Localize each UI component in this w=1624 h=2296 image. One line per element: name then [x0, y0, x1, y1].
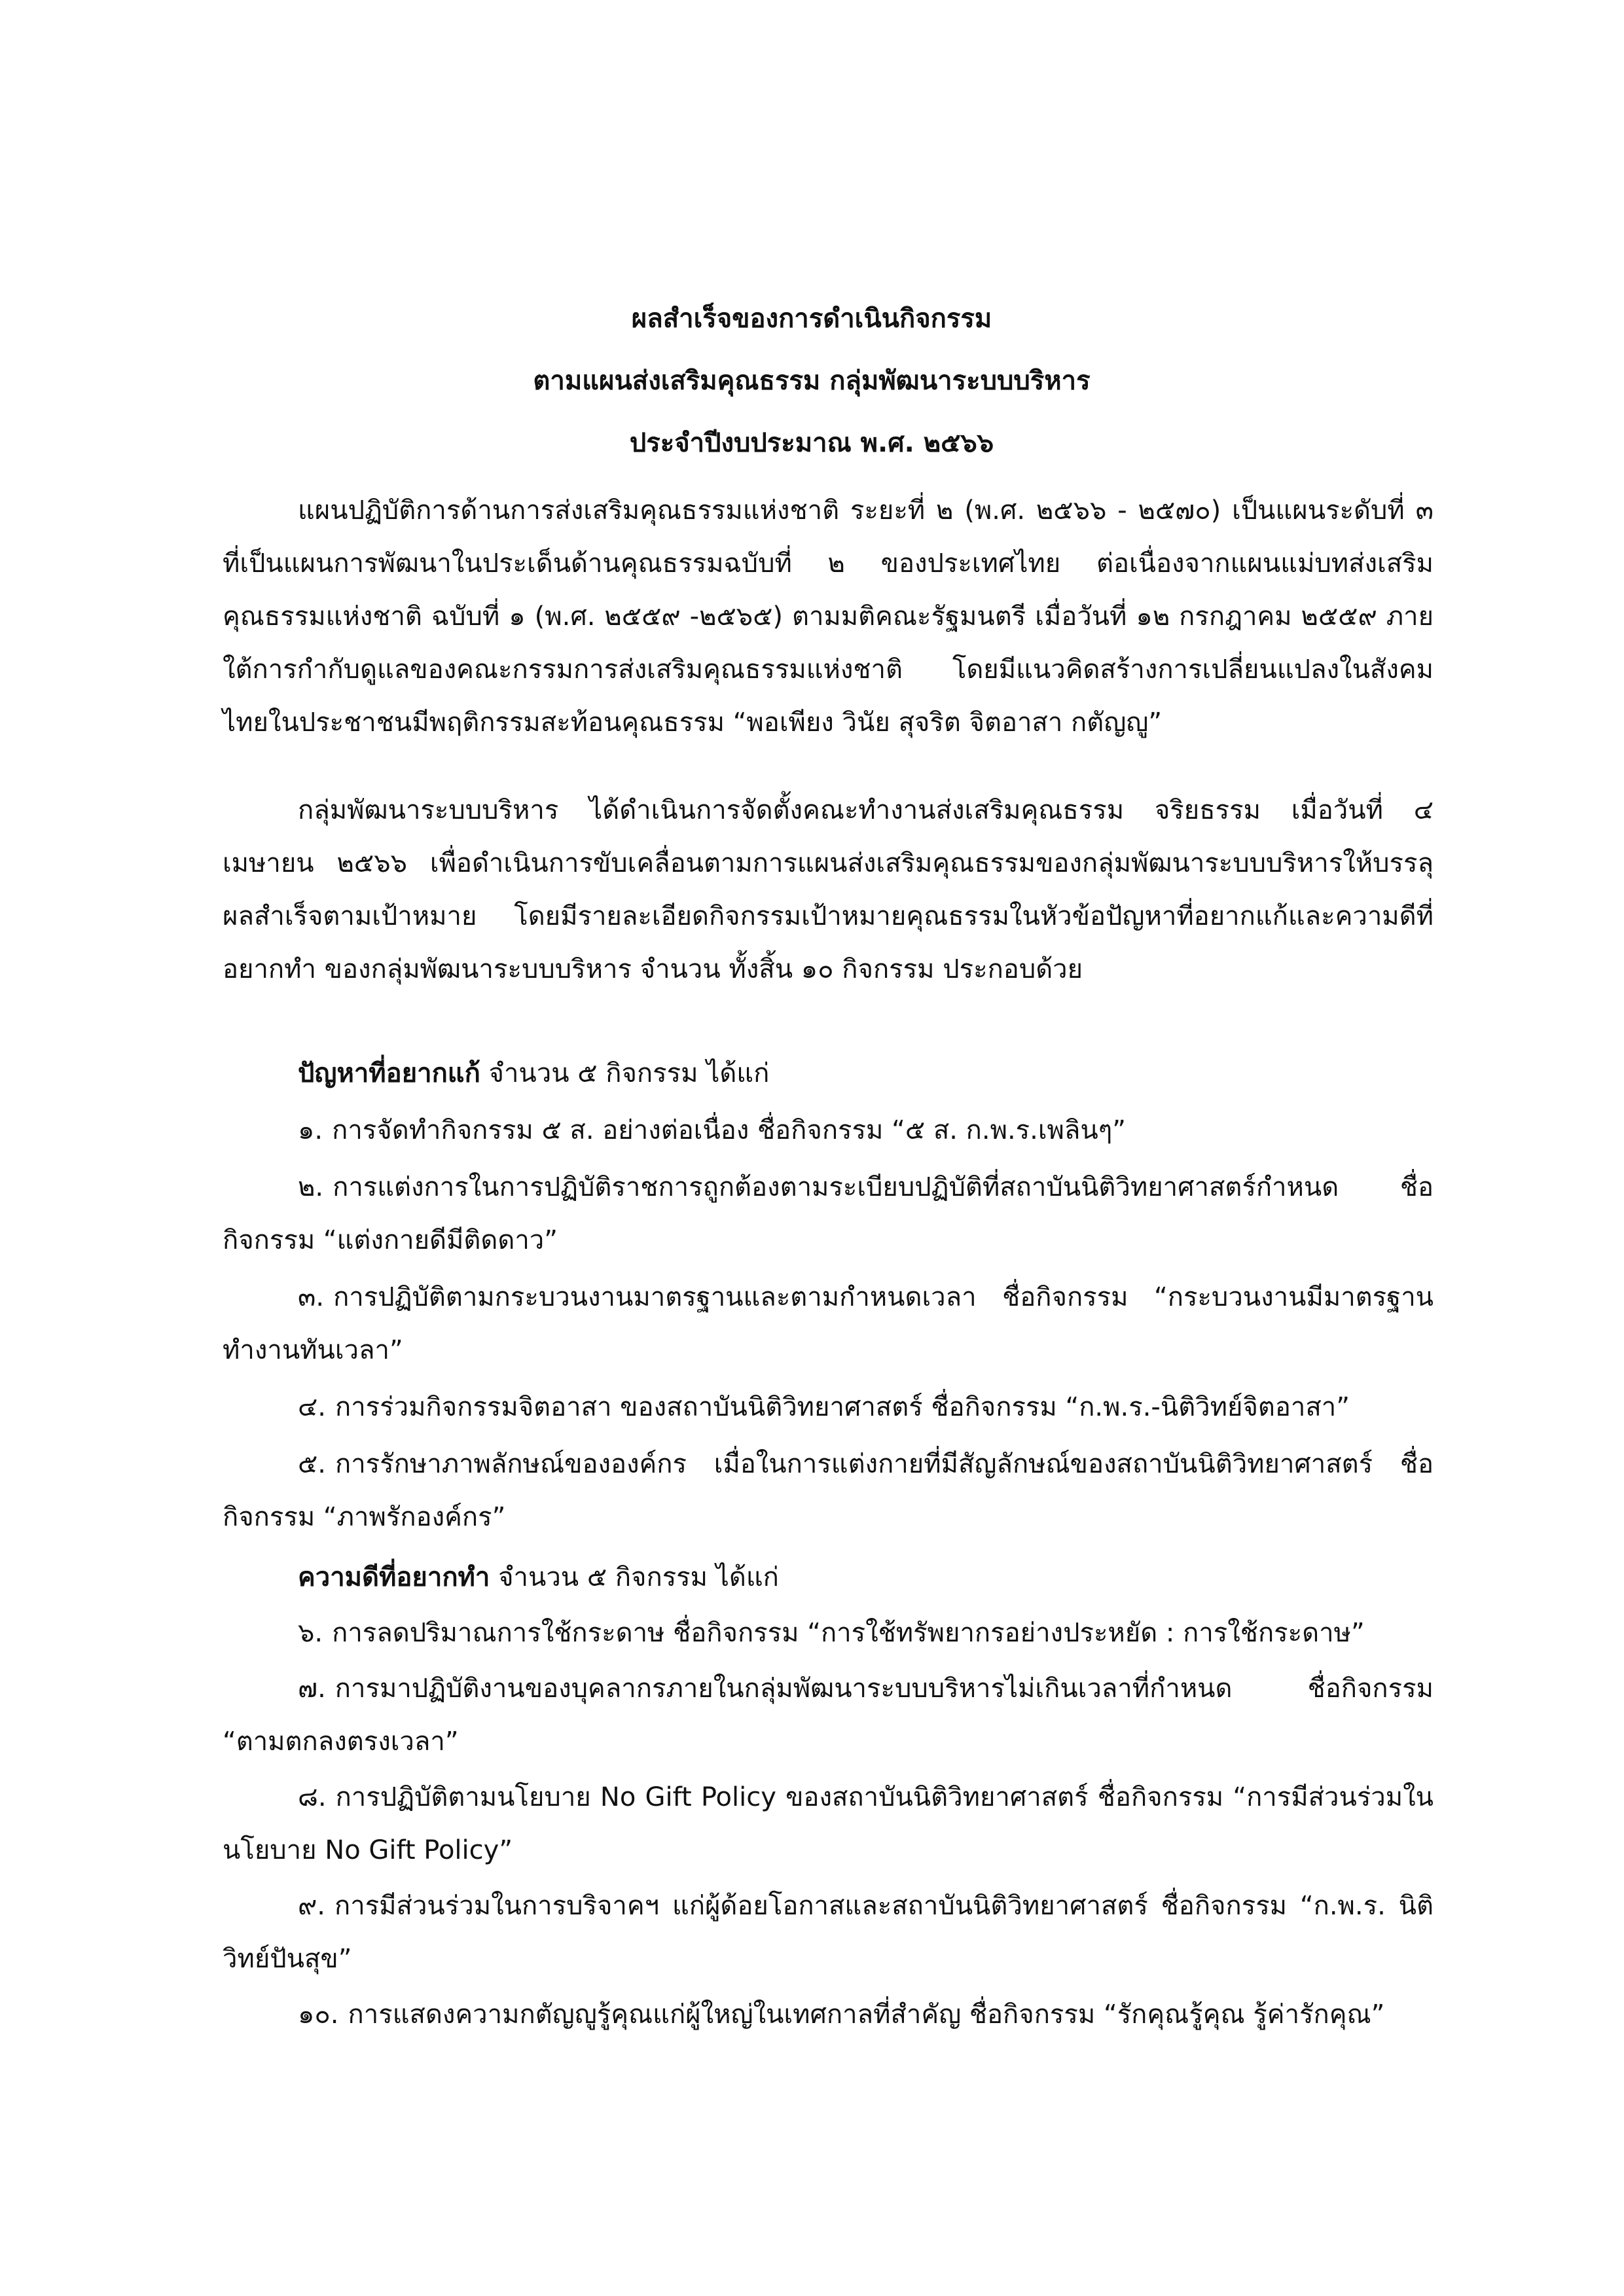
- item-number: ๗.: [298, 1674, 326, 1704]
- item-number: ๓.: [298, 1282, 325, 1312]
- list-item: [223, 1438, 1434, 1544]
- item-text: การรักษาภาพลักษณ์ขององค์กร เมื่อในการแต่งกายที่มีสัญลักษณ์ของสถาบันนิติวิทยาศาสตร์ ชื่อกิจกรรม “ภาพรักองค์กร”: [223, 1449, 1434, 1532]
- item-text: การลดปริมาณการใช้กระดาษ ชื่อกิจกรรม “การใช้ทรัพยากรอย่างประหยัด : การใช้กระดาษ”: [332, 1618, 1365, 1648]
- section-problems-to-solve: [223, 1047, 1434, 1544]
- item-number: ๑.: [298, 1115, 323, 1145]
- list-item: [223, 1271, 1434, 1377]
- item-number: ๔.: [298, 1392, 326, 1422]
- list-item: [223, 1607, 1434, 1660]
- section-heading: [223, 1551, 1434, 1604]
- list-item: [223, 1161, 1434, 1267]
- title-line-3: ประจำปีงบประมาณ พ.ศ. ๒๕๖๖: [629, 428, 994, 458]
- section-heading-label: ปัญหาที่อยากแก้: [298, 1058, 480, 1088]
- section-heading: [223, 1047, 1434, 1100]
- item-number: ๙.: [298, 1891, 326, 1921]
- item-text: การปฏิบัติตามนโยบาย No Gift Policy ของสถาบันนิติวิทยาศาสตร์ ชื่อกิจกรรม “การมีส่วนร่วมในนโยบาย No Gift Policy”: [223, 1782, 1434, 1865]
- item-number: ๒.: [298, 1172, 324, 1202]
- list-item: [223, 1381, 1434, 1434]
- item-number: ๕.: [298, 1449, 326, 1479]
- section-heading-label: ความดีที่อยากทำ: [298, 1562, 490, 1592]
- item-number: ๖.: [298, 1618, 323, 1648]
- paragraph-intro: แผนปฏิบัติการด้านการส่งเสริมคุณธรรมแห่งชาติ ระยะที่ ๒ (พ.ศ. ๒๕๖๖ - ๒๕๗๐) เป็นแผนระดับที่ ๓ ที่เป็นแผนการพัฒนาในประเด็นด้านคุณธรรมฉบับที่ ๒ ของประเทศไทย ต่อเนื่องจากแผนแม่บทส่งเสริมคุณธรรมแห่งชาติ ฉบับที่ ๑ (พ.ศ. ๒๕๕๙ -๒๕๖๕) ตามมติคณะรัฐมนตรี เมื่อวันที่ ๑๒ กรกฎาคม ๒๕๕๙ ภายใต้การกำกับดูแลของคณะกรรมการส่งเสริมคุณธรรมแห่งชาติ โดยมีแนวคิดสร้างการเปลี่ยนแปลงในสังคมไทยในประชาชนมีพฤติกรรมสะท้อนคุณธรรม “พอเพียง วินัย สุจริต จิตอาสา กตัญญู”: [223, 495, 1434, 738]
- list-item: [223, 1662, 1434, 1768]
- list-item: [223, 1104, 1434, 1157]
- item-text: การแสดงความกตัญญูรู้คุณแก่ผู้ใหญ่ในเทศกาลที่สำคัญ ชื่อกิจกรรม “รักคุณรู้คุณ รู้ค่ารักคุณ”: [348, 2000, 1385, 2030]
- title-line-1: ผลสำเร็จของการดำเนินกิจกรรม: [631, 304, 992, 334]
- document-title: [223, 288, 1401, 475]
- item-text: การมาปฏิบัติงานของบุคลากรภายในกลุ่มพัฒนาระบบบริหารไม่เกินเวลาที่กำหนด ชื่อกิจกรรม “ตามตกลงตรงเวลา”: [223, 1674, 1434, 1757]
- list-item: [223, 1988, 1434, 2041]
- item-number: ๘.: [298, 1782, 327, 1812]
- list-item: [223, 1880, 1434, 1986]
- list-item: [223, 1771, 1434, 1877]
- item-text: การแต่งการในการปฏิบัติราชการถูกต้องตามระเบียบปฏิบัติที่สถาบันนิติวิทยาศาสตร์กำหนด ชื่อกิจกรรม “แต่งกายดีมีติดดาว”: [223, 1172, 1434, 1255]
- item-number: ๑๐.: [298, 2000, 339, 2030]
- item-text: การร่วมกิจกรรมจิตอาสา ของสถาบันนิติวิทยาศาสตร์ ชื่อกิจกรรม “ก.พ.ร.-นิติวิทย์จิตอาสา”: [335, 1392, 1350, 1422]
- section-heading-suffix: จำนวน ๕ กิจกรรม ได้แก่: [490, 1562, 779, 1592]
- title-line-2: ตามแผนส่งเสริมคุณธรรม กลุ่มพัฒนาระบบบริหาร: [533, 366, 1091, 396]
- item-text: การจัดทำกิจกรรม ๕ ส. อย่างต่อเนื่อง ชื่อกิจกรรม “๕ ส. ก.พ.ร.เพลินๆ”: [332, 1115, 1126, 1145]
- item-text: การปฏิบัติตามกระบวนงานมาตรฐานและตามกำหนดเวลา ชื่อกิจกรรม “กระบวนงานมีมาตรฐานทำงานทันเวลา”: [223, 1282, 1434, 1365]
- section-good-deeds: [223, 1551, 1434, 2041]
- paragraph-working-group: กลุ่มพัฒนาระบบบริหาร ได้ดำเนินการจัดตั้งคณะทำงานส่งเสริมคุณธรรม จริยธรรม เมื่อวันที่ ๔ เมษายน ๒๕๖๖ เพื่อดำเนินการขับเคลื่อนตามการแผนส่งเสริมคุณธรรมของกลุ่มพัฒนาระบบบริหารให้บรรลุผลสำเร็จตามเป้าหมาย โดยมีรายละเอียดกิจกรรมเป้าหมายคุณธรรมในหัวข้อปัญหาที่อยากแก้และความดีที่อยากทำ ของกลุ่มพัฒนาระบบบริหาร จำนวน ทั้งสิ้น ๑๐ กิจกรรม ประกอบด้วย: [223, 795, 1434, 984]
- section-heading-suffix: จำนวน ๕ กิจกรรม ได้แก่: [480, 1058, 770, 1088]
- item-text: การมีส่วนร่วมในการบริจาคฯ แก่ผู้ด้อยโอกาสและสถาบันนิติวิทยาศาสตร์ ชื่อกิจกรรม “ก.พ.ร. นิติวิทย์ปันสุข”: [223, 1891, 1434, 1974]
